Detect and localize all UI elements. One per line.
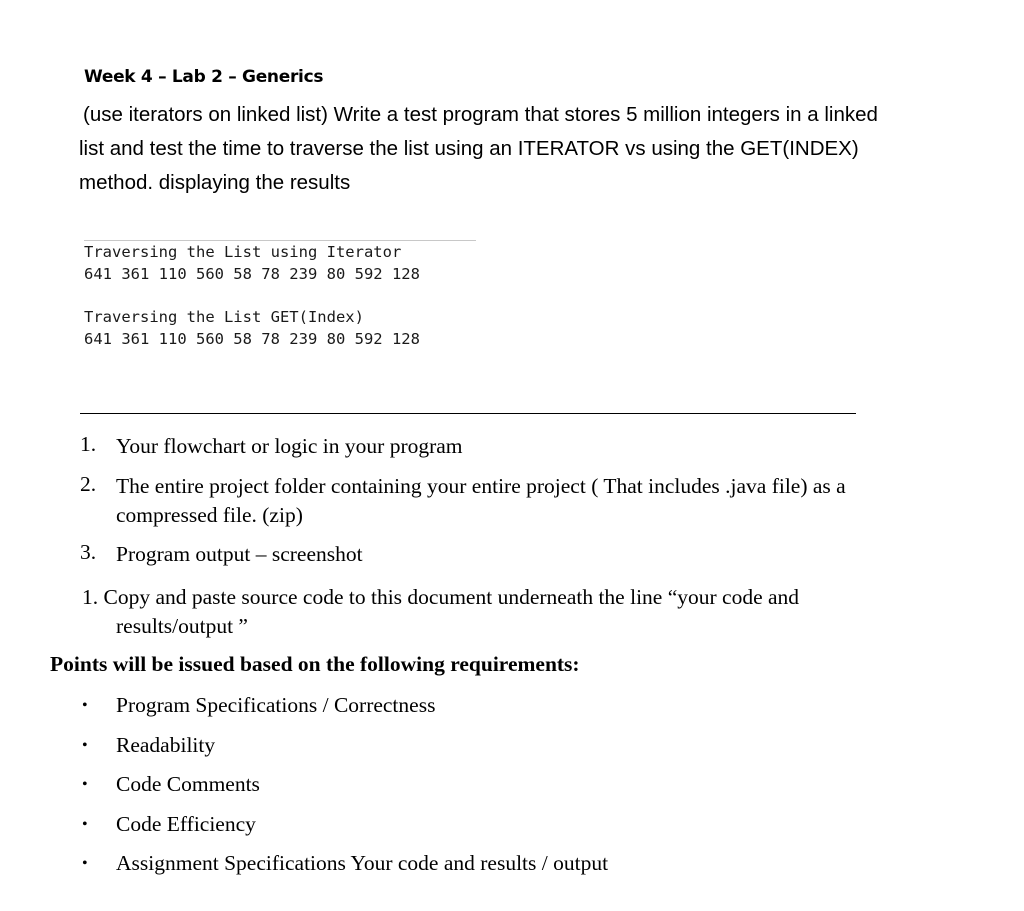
requirement-text: Code Efficiency bbox=[116, 812, 256, 836]
requirement-item bbox=[82, 770, 782, 799]
requirement-item bbox=[82, 691, 782, 720]
item-number: 1. bbox=[80, 432, 97, 456]
item-text: Your flowchart or logic in your program bbox=[116, 434, 463, 458]
requirement-text: Assignment Specifications Your code and results / output bbox=[116, 851, 609, 875]
bullet-icon: • bbox=[82, 737, 88, 754]
description-line: method. displaying the results bbox=[79, 171, 351, 194]
instruction-line: 1. Copy and paste source code to this document underneath the line “your code and bbox=[82, 585, 800, 609]
get-index-output-values: 641 361 110 560 58 78 239 80 592 128 bbox=[84, 330, 420, 348]
bullet-icon: • bbox=[82, 816, 88, 833]
bullet-icon: • bbox=[82, 776, 88, 793]
console-blank-line bbox=[84, 285, 476, 306]
requirement-item bbox=[82, 810, 782, 839]
requirement-item bbox=[82, 731, 782, 760]
description-line: list and test the time to traverse the list using an ITERATOR vs using the GET(INDEX) bbox=[79, 137, 859, 160]
bullet-icon: • bbox=[82, 697, 88, 714]
item-text: Program output – screenshot bbox=[116, 542, 363, 566]
bullet-icon: • bbox=[82, 855, 88, 872]
iterator-output-heading: Traversing the List using Iterator bbox=[84, 243, 402, 261]
requirement-text: Program Specifications / Correctness bbox=[116, 693, 436, 717]
requirement-text: Readability bbox=[116, 733, 216, 757]
get-index-output-heading: Traversing the List GET(Index) bbox=[84, 308, 364, 326]
numbered-item bbox=[80, 540, 910, 569]
iterator-output-values: 641 361 110 560 58 78 239 80 592 128 bbox=[84, 265, 420, 283]
item-number: 3. bbox=[80, 540, 97, 564]
item-text: The entire project folder containing your entire project ( That includes .java file) as a compressed file. (zip) bbox=[116, 474, 846, 527]
document-title: Week 4 – Lab 2 – Generics bbox=[84, 67, 324, 87]
requirement-item bbox=[82, 849, 782, 878]
points-heading: Points will be issued based on the following requirements: bbox=[50, 652, 580, 676]
instruction-line: results/output ” bbox=[116, 614, 248, 638]
copy-paste-instruction bbox=[82, 583, 912, 641]
item-number: 2. bbox=[80, 472, 97, 496]
sample-output-console bbox=[84, 240, 476, 350]
assignment-description bbox=[79, 98, 919, 200]
numbered-item bbox=[80, 432, 910, 461]
numbered-item bbox=[80, 472, 910, 530]
requirement-text: Code Comments bbox=[116, 772, 260, 796]
description-line: (use iterators on linked list) Write a test program that stores 5 million integers in a linked bbox=[83, 103, 878, 126]
horizontal-divider bbox=[80, 413, 856, 414]
